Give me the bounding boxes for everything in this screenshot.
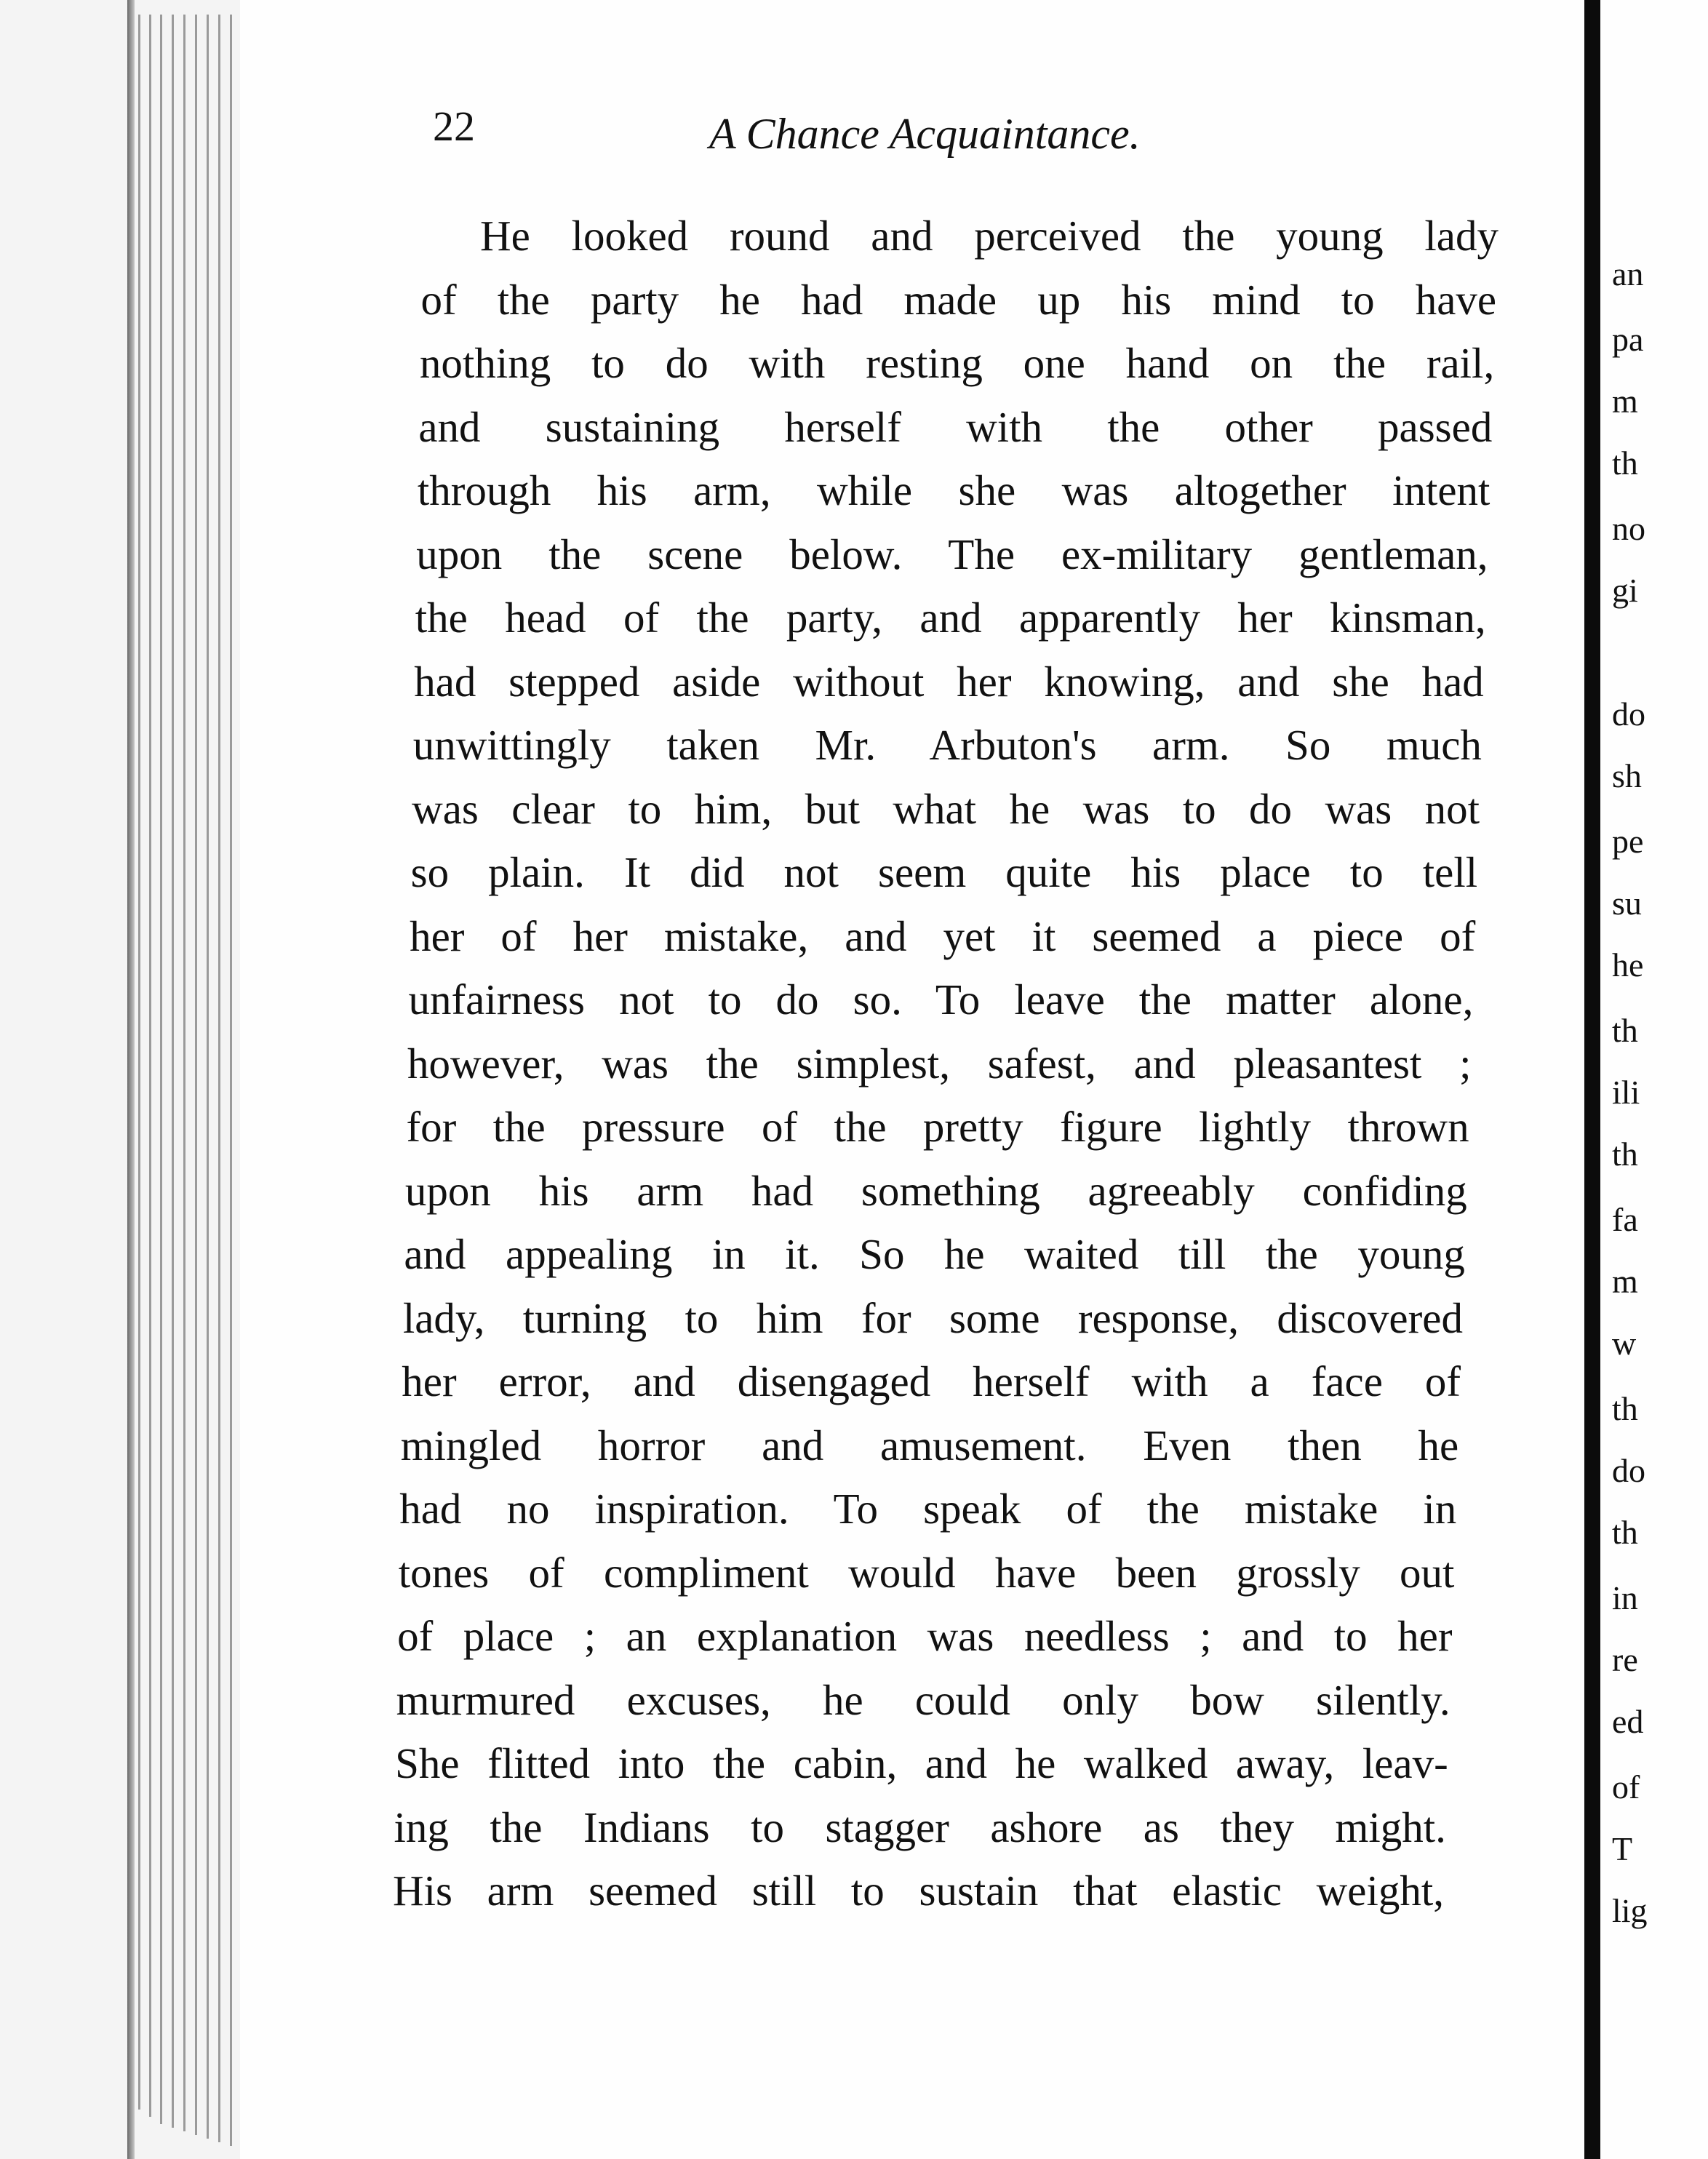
facing-page-fragment: gi bbox=[1612, 572, 1638, 609]
text-line: mingled horror and amusement. Even then he bbox=[400, 1421, 1459, 1469]
facing-page-fragment: ili bbox=[1612, 1074, 1640, 1111]
page-edge bbox=[207, 15, 209, 2139]
text-line: ing the Indians to stagger ashore as they might. bbox=[394, 1803, 1446, 1851]
page-edge bbox=[138, 15, 140, 2110]
spine-shadow bbox=[127, 0, 135, 2159]
text-line: lady, turning to him for some response, discovered bbox=[402, 1293, 1463, 1342]
facing-page-fragment: do bbox=[1612, 695, 1645, 733]
facing-page-fragment: of bbox=[1612, 1768, 1640, 1805]
gutter bbox=[1584, 0, 1600, 2159]
facing-page bbox=[1600, 0, 1708, 2159]
page-edge bbox=[195, 15, 197, 2135]
text-line: of place ; an explanation was needless ; and to her bbox=[397, 1612, 1453, 1660]
text-line: upon his arm had something agreeably confiding bbox=[404, 1166, 1467, 1215]
text-line: and appealing in it. So he waited till the young bbox=[404, 1230, 1465, 1278]
text-line: the head of the party, and apparently her kinsman, bbox=[415, 594, 1486, 642]
facing-page-fragment: fa bbox=[1612, 1201, 1638, 1238]
page-edge bbox=[183, 15, 185, 2131]
facing-page-fragment: th bbox=[1612, 1390, 1638, 1427]
text-line: murmured excuses, he could only bow silently. bbox=[396, 1675, 1450, 1724]
text-line: her of her mistake, and yet it seemed a piece of bbox=[410, 911, 1476, 960]
text-line: upon the scene below. The ex-military gentleman, bbox=[416, 530, 1488, 578]
text-line: had stepped aside without her knowing, and she had bbox=[414, 657, 1484, 706]
text-line: of the party he had made up his mind to have bbox=[420, 275, 1497, 324]
facing-page-fragment: th bbox=[1612, 1136, 1638, 1173]
facing-page-fragment: su bbox=[1612, 885, 1642, 922]
text-line: nothing to do with resting one hand on the rail, bbox=[419, 339, 1495, 387]
facing-page-fragment: in bbox=[1612, 1579, 1638, 1616]
text-line: through his arm, while she was altogether intent bbox=[417, 466, 1490, 514]
text-line: He looked round and perceived the young lady bbox=[480, 212, 1499, 260]
facing-page-fragment: th bbox=[1612, 1012, 1638, 1049]
facing-page-fragment: do bbox=[1612, 1452, 1645, 1489]
facing-page-fragment: pa bbox=[1612, 321, 1644, 358]
facing-page-fragment: th bbox=[1612, 1514, 1638, 1551]
facing-page-fragment: ed bbox=[1612, 1703, 1644, 1740]
text-line: her error, and disengaged herself with a face of bbox=[402, 1357, 1461, 1405]
facing-page-fragment: an bbox=[1612, 255, 1644, 292]
facing-page-fragment: he bbox=[1612, 946, 1644, 983]
page-edge bbox=[149, 15, 151, 2117]
facing-page-fragment: pe bbox=[1612, 823, 1644, 860]
facing-page-fragment: lig bbox=[1612, 1892, 1648, 1929]
page-edges bbox=[0, 0, 240, 2159]
text-line: for the pressure of the pretty figure lightly thrown bbox=[406, 1103, 1469, 1151]
text-line: tones of compliment would have been grossly out bbox=[398, 1548, 1455, 1597]
text-line: however, was the simplest, safest, and pleasantest ; bbox=[407, 1039, 1472, 1088]
text-line: was clear to him, but what he was to do was not bbox=[412, 784, 1480, 833]
facing-page-fragment: T bbox=[1612, 1830, 1633, 1867]
page-edge bbox=[172, 15, 174, 2128]
page-edge bbox=[230, 15, 232, 2146]
text-line: unfairness not to do so. To leave the matter alone, bbox=[408, 975, 1474, 1023]
facing-page-fragment: no bbox=[1612, 510, 1645, 547]
text-line: and sustaining herself with the other passed bbox=[418, 402, 1493, 451]
text-line: so plain. It did not seem quite his place to tell bbox=[410, 848, 1478, 896]
facing-page-fragment: w bbox=[1612, 1325, 1637, 1362]
facing-page-fragment: re bbox=[1612, 1641, 1638, 1678]
facing-page-fragment: m bbox=[1612, 1263, 1638, 1300]
facing-page-fragment: th bbox=[1612, 444, 1638, 482]
text-line: unwittingly taken Mr. Arbuton's arm. So much bbox=[412, 721, 1482, 769]
running-head: A Chance Acquaintance. bbox=[709, 110, 1141, 158]
text-line: She flitted into the cabin, and he walked away, leav- bbox=[395, 1739, 1448, 1787]
text-line: had no inspiration. To speak of the mistake in bbox=[399, 1485, 1457, 1533]
page-edge bbox=[218, 15, 220, 2142]
text-line: His arm seemed still to sustain that elastic weight, bbox=[393, 1867, 1444, 1915]
page-number: 22 bbox=[433, 103, 475, 150]
facing-page-fragment: m bbox=[1612, 383, 1638, 420]
facing-page-fragment: sh bbox=[1612, 757, 1642, 794]
page-edge bbox=[160, 15, 162, 2124]
